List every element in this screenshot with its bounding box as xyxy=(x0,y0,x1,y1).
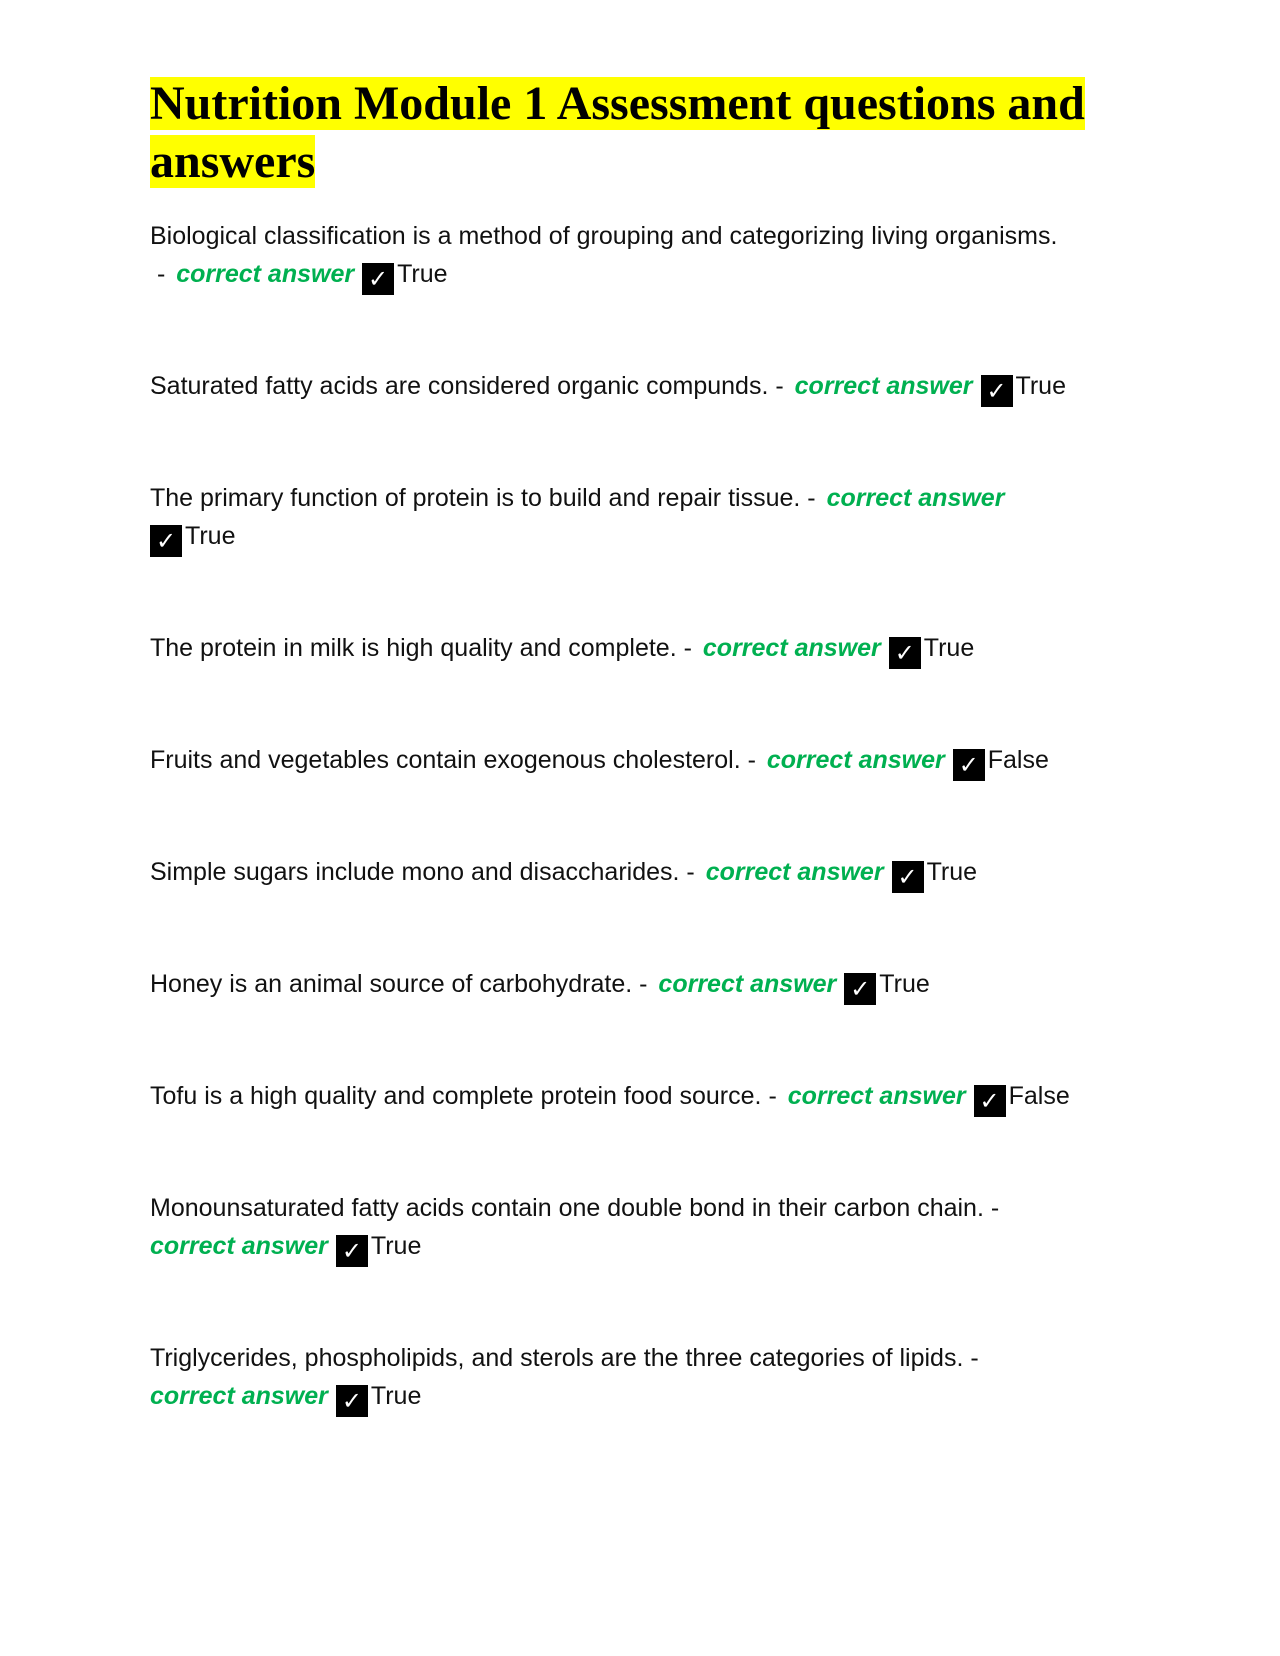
checkmark-icon: ✓ xyxy=(892,861,924,893)
answer-value: True xyxy=(370,1232,422,1260)
answer-value: True xyxy=(879,970,930,998)
document-title xyxy=(150,75,1140,191)
question-text: The primary function of protein is to build and repair tissue. xyxy=(150,484,801,512)
separator: - xyxy=(679,858,702,886)
checkmark-icon: ✓ xyxy=(889,637,921,669)
checkmark-icon: ✓ xyxy=(336,1235,368,1267)
separator: - xyxy=(761,1082,784,1110)
question-text: Biological classification is a method of grouping and categorizing living organisms. xyxy=(150,222,1058,250)
answer-value: True xyxy=(185,522,236,550)
question-text: Monounsaturated fatty acids contain one double bond in their carbon chain. xyxy=(150,1194,984,1222)
question-list xyxy=(150,217,1140,1417)
answer-value: True xyxy=(370,1382,422,1410)
answer-label: correct answer xyxy=(176,260,355,288)
question-text: Tofu is a high quality and complete protein food source. xyxy=(150,1082,762,1110)
answer-label: correct answer xyxy=(766,746,945,774)
question-text: Fruits and vegetables contain exogenous cholesterol. xyxy=(150,746,741,774)
answer-value: False xyxy=(1008,1082,1070,1110)
question-item xyxy=(150,479,1140,557)
question-text: Honey is an animal source of carbohydrate. xyxy=(150,970,633,998)
separator: - xyxy=(150,260,173,288)
answer-label: correct answer xyxy=(150,1232,328,1260)
question-item xyxy=(150,1077,1140,1117)
checkmark-icon: ✓ xyxy=(953,749,985,781)
answer-value: True xyxy=(1015,372,1066,400)
question-item xyxy=(150,853,1140,893)
answer-value: True xyxy=(397,260,448,288)
checkmark-icon: ✓ xyxy=(844,973,876,1005)
answer-label: correct answer xyxy=(702,634,881,662)
answer-label: correct answer xyxy=(787,1082,966,1110)
question-item xyxy=(150,217,1140,295)
answer-label: correct answer xyxy=(705,858,884,886)
separator: - xyxy=(676,634,699,662)
question-item xyxy=(150,367,1140,407)
answer-value: False xyxy=(987,746,1049,774)
question-text: Simple sugars include mono and disaccharides. xyxy=(150,858,680,886)
document-page xyxy=(150,75,1140,1417)
separator: - xyxy=(963,1344,986,1372)
answer-value: True xyxy=(923,634,975,662)
question-item xyxy=(150,965,1140,1005)
separator: - xyxy=(800,484,823,512)
question-text: Saturated fatty acids are considered organic compunds. xyxy=(150,372,769,400)
question-item xyxy=(150,1189,1140,1267)
question-item xyxy=(150,629,1140,669)
answer-value: True xyxy=(926,858,978,886)
separator: - xyxy=(768,372,791,400)
question-item xyxy=(150,1339,1140,1417)
document-title-text: Nutrition Module 1 Assessment questions and answers xyxy=(150,77,1085,188)
separator: - xyxy=(983,1194,1007,1222)
separator: - xyxy=(632,970,655,998)
checkmark-icon: ✓ xyxy=(336,1385,368,1417)
checkmark-icon: ✓ xyxy=(981,375,1013,407)
question-text: Triglycerides, phospholipids, and sterols are the three categories of lipids. xyxy=(150,1344,964,1372)
separator: - xyxy=(740,746,763,774)
checkmark-icon: ✓ xyxy=(362,263,394,295)
answer-label: correct answer xyxy=(658,970,837,998)
answer-label: correct answer xyxy=(794,372,973,400)
question-text: The protein in milk is high quality and complete. xyxy=(150,634,677,662)
checkmark-icon: ✓ xyxy=(974,1085,1006,1117)
answer-label: correct answer xyxy=(826,484,1005,512)
question-item xyxy=(150,741,1140,781)
checkmark-icon: ✓ xyxy=(150,525,182,557)
answer-label: correct answer xyxy=(150,1382,328,1410)
